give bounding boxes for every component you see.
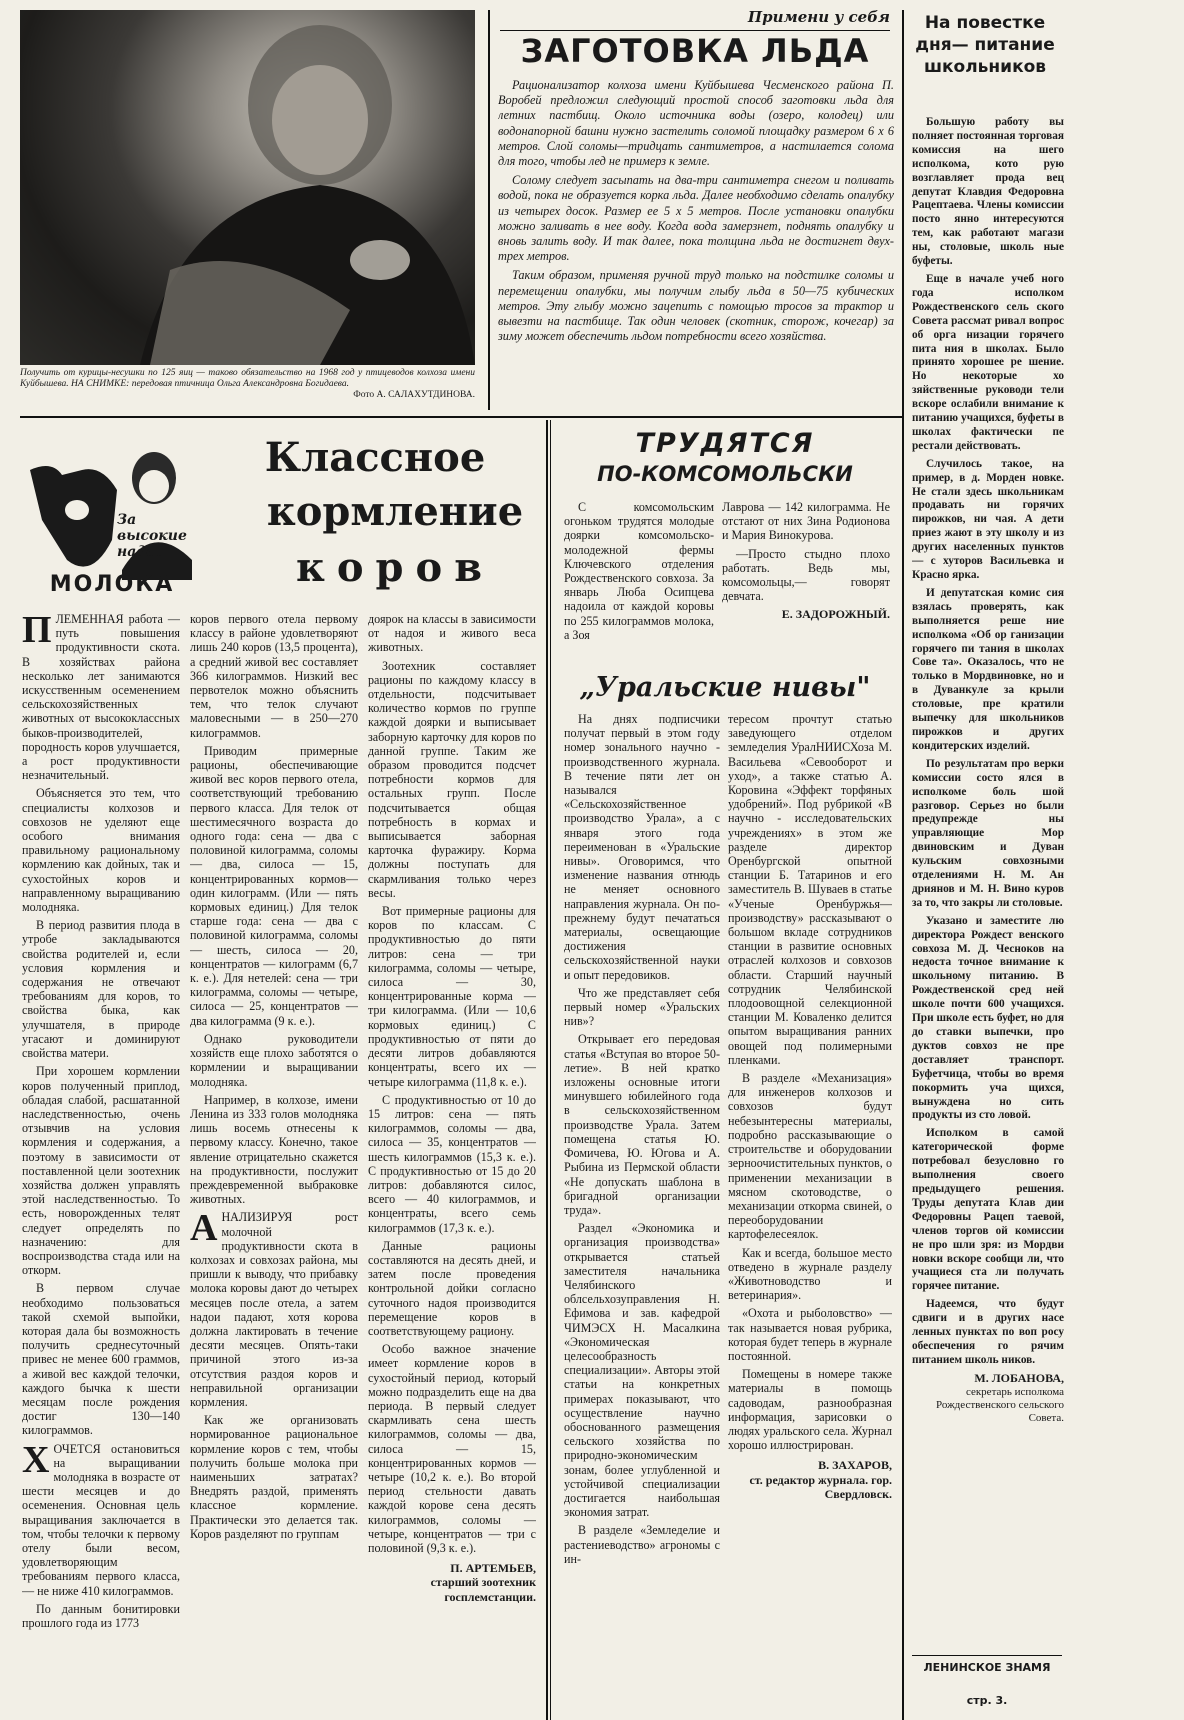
cows-paragraph: Особо важное значение имеет кормление коров в сухостойный период, который можно подразделить еще на два периода. В первый следует скармливать сена шесть килограммов, соломы — два, силоса — 15, концентрированных кормов — четыре (10,2 к. е.). Во второй период стельности давать каждой корове сена десять килограммов, соломы — четыре, концентратов — три с половиной (9,3 к. е.). xyxy=(368,1342,536,1555)
cows-paragraph xyxy=(22,1438,180,1598)
milk-logo xyxy=(22,430,202,600)
cows-paragraph: Как же организовать нормированное рациональное кормление коров с тем, чтобы получить больше молока при наименьших затратах? Внедрять раздой, применять классное кормление. Практически это делается так. Коров разделяют по группам xyxy=(190,1413,358,1541)
komsomol-paragraph: —Просто стыдно плохо работать. Ведь мы, комсомольцы,— говорят девчата. xyxy=(722,546,890,604)
photo-caption xyxy=(20,368,475,414)
ural-paragraph: В разделе «Земледелие и растениеводство» агрономы с ин- xyxy=(564,1523,720,1566)
cows-paragraph: При хорошем кормлении коров полученный приплод, обладая слабой, расшатанной наследственностью, очень отзывчив на условия кормления и содержания, а поэтому в зависимости от поставленной цели зоотехник хозяйства должен управлять этой наследственностью. То есть, новорожденных телят следует определять по назначению: для воспроизводства стада или на откорм. xyxy=(22,1064,180,1278)
cows-paragraph: По данным бонитировки прошлого года из 1773 xyxy=(22,1601,180,1631)
cows-paragraph: коров первого отела первому классу в районе удовлетворяют лишь 240 коров (13,5 процента), а средний живой вес составляет 366 килограммов. Низкий вес первотелок можно объяснить тем, что телок случают маловесными — в 250—270 килограммов. xyxy=(190,612,358,740)
cows-title-line: коров xyxy=(295,544,494,591)
cows-signature: П. АРТЕМЬЕВ, xyxy=(450,1561,536,1576)
school-signature-role: секретарь исполкома Рождественского сельского Совета. xyxy=(936,1385,1064,1424)
cows-paragraph xyxy=(22,612,180,782)
school-paragraph: Большую работу вы полняет постоянная торговая комиссия на шего исполкома, кото рую возглавляет прода вец депутат Клавдия Федоровна Рацептаева. Члены комиссии посто янно интересуются тем, как работают магази ны, столовые, школь ные буфеты. xyxy=(912,116,1064,268)
logo-milk: МОЛОКА xyxy=(49,572,175,597)
cows-paragraph: В первом случае необходимо пользоваться такой схемой выпойки, которая дала бы возможность получить среднесуточный привес не менее 600 граммов, а живой вес каждой телочки, каждого бычка к шести месяцам после рождения достиг 130—140 килограммов. xyxy=(22,1281,180,1438)
cows-paragraph: Данные рационы составляются на десять дней, и затем после проведения контрольной дойки согласно суточного надоя производится перемещение коров в соответствующему рациону. xyxy=(368,1238,536,1338)
cows-paragraph: С продуктивностью от 10 до 15 литров: сена — пять килограммов, соломы — два, силоса — 35, концентратов — шесть килограммов (15,3 к. е.). С продуктивностью от 15 до 20 литров: добавляются силос, всего — 40 килограммов, и концентраты, всего семь килограммов (17,3 к. е.). xyxy=(368,1092,536,1235)
ural-col-2 xyxy=(728,712,892,1712)
school-paragraph: Указано и заместите лю директора Рождест венского совхоза М. Д. Чесноков на недоста точное внимание к школьному питанию. В Рождественской сред ней школе почти 600 учащихся. При школе есть буфет, но для до ставки выпечки, про дуктов совхоз не пре доставляет транспорт. Буфетчица, чтобы во время покормить уча щихся, вынуждена но сить продукты из сто ловой. xyxy=(912,914,1064,1122)
poultry-worker-photo xyxy=(20,10,475,365)
school-paragraph: Исполком в самой категорической форме потребовал безусловно го выполнения своего предыдущего решения. Труды депутата Клав дии Федоровны Рацеп таевой, членов торгов ой комиссии не про шли зря: из Мордви новки вскоре сообщи ли, что учащиеся ста ли получать горячее питание. xyxy=(912,1127,1064,1293)
cows-paragraph: Вот примерные рационы для коров по классам. С продуктивностью до пяти литров: сена — три килограмма, соломы — четыре, силоса — 30, концентрированные корма — три килограмма. (Или — 10,6 кормовых единиц.) С продуктивностью от пяти до десяти литров добавляются концентраты, всего их — четыре килограмма (11,8 к. е.). xyxy=(368,904,536,1089)
cows-text: НАЛИЗИРУЯ рост молочной продуктивности скота в колхозах и совхозах района, мы пришли к выводу, что прибавку молока коровы дают до четырех месяцев после отела, а затем надои падают, хотя корова должна лактировать в течение десяти месяцев. Опять-таки причиной этого из-за отсутствия раздоя коров и неправильной организации кормления. xyxy=(190,1210,358,1409)
dropcap: П xyxy=(22,612,52,651)
cows-signature-role: старший зоотехник госплемстанции. xyxy=(430,1575,536,1604)
ice-paragraph: Солому следует засыпать на два-три сантиметра снегом и поливать водой, пока не образуется корка льда. Далее необходимо сделать опалубку из четырех досок. Размер ее 5 х 5 метров. После установки опалубки можно заливать в нее воду. Когда вода замерзнет, поднять опалубку и вновь залить воду. И так далее, пока толщина льда не достигнет двух-трех метров. xyxy=(498,173,894,264)
cows-title xyxy=(210,432,540,610)
ural-paragraph: В разделе «Механизация» для инженеров колхозов и совхозов будут небезынтересны материалы, подробно рассказывающие о строительстве и оборудовании зерноочистительных пунктов, о применении механизации в мясном скотоводстве, о механизации откорма свиней, о переоборудовании картофелесеялок. xyxy=(728,1071,892,1242)
caption-text-2: НА СНИМКЕ: передовая птичница Ольга Александровна Богидаева. xyxy=(71,379,349,389)
school-paragraph: И депутатская комис сия взялась проверять, как выполняется реше ние исполкома «Об ор ганизации горячего пи тания в школах Сове та». Оказалось, что не только в Мордвиновке, но и в Дуванкуле за крыли столовые, пре кратили выпечку для школьников пирожков и других кондитерских изделий. xyxy=(912,586,1064,752)
school-title: На повестке дня— питание школьников xyxy=(915,13,1055,77)
cows-text: ОЧЕТСЯ остановиться на выращивании молодняка в возрасте от шести месяцев и до осеменения. Основная цель выращивания заключается в том, чтобы телочки к первому отелу были весом, удовлетворяющим требованиям первого класса, — не ниже 410 килограммов. xyxy=(22,1441,180,1598)
komsomol-paragraph: С комсомольским огоньком трудятся молодые доярки комсомольско-молодежной фермы Ключевского отделения Рождественского совхоза. За январь Люба Осипцева надоила от каждой коровы по 255 килограммов молока, а Зоя xyxy=(564,500,714,642)
divider xyxy=(500,30,890,31)
ice-paragraph: Рационализатор колхоза имени Куйбышева Чесменского района П. Воробей предложил следующий простой способ заготовки льда для летних пастбищ. Около источника воды (озеро, колодец) или водонапорной башни нужно застелить соломой площадку размером 6 х 6 метров. Слой соломы—тридцать сантиметров, а настилается солома для того, чтобы лед не примерз к земле. xyxy=(498,78,894,169)
divider xyxy=(546,420,548,1720)
komsomol-title xyxy=(560,428,890,494)
dropcap: Х xyxy=(22,1438,50,1481)
divider xyxy=(20,416,902,418)
photo-silhouette xyxy=(20,10,475,365)
ice-title: ЗАГОТОВКА ЛЬДА xyxy=(520,32,870,70)
school-paragraph: Надеемся, что будут сдвиги и в других насе ленных пунктах по воп росу обеспечения го рячим питанием школь ников. xyxy=(912,1298,1064,1366)
divider xyxy=(488,10,490,410)
dropcap: А xyxy=(190,1207,218,1250)
komsomol-title-line: ПО-КОМСОМОЛЬСКИ xyxy=(597,462,853,486)
cows-paragraph: В период развития плода в утробе закладываются свойства родителей и, если условия кормления и содержания не отвечают требованиям для коров, то свойства быка, как улучшателя, в природе угасают и доминируют свойства матери. xyxy=(22,918,180,1061)
ural-paragraph: тересом прочтут статью заведующего отделом земледелия УралНИИСХоза М. Васильева «Севооборот и уход», а также статью А. Коровина «Эффект торфяных удобрений». Под рубрикой «В научно - исследовательских учреждениях» в этом же разделе директор Оренбургской опытной станции Б. Татаринов и его заместитель В. Шуваев в статье «Ученые Оренбуржья—производству» рассказывают о большом вкладе сотрудников станции в развитие основных отраслей колхозов и совхозов области. Старший научный сотрудник Челябинской плодоовощной селекционной станции М. Коваленко делится опытом выращивания ранних овощей под полимерными пленками. xyxy=(728,712,892,1067)
cows-paragraph: Объясняется это тем, что специалисты колхозов и совхозов не уделяют еще особого внимания правильному рациональному кормлению как дойных, так и сухостойных коров и направленному выращиванию молодняка. xyxy=(22,786,180,915)
komsomol-title-line: ТРУДЯТСЯ xyxy=(635,428,815,459)
photo-credit: Фото А. САЛАХУТДИНОВА. xyxy=(353,390,475,400)
cows-paragraph: Зоотехник составляет рационы по каждому классу в отдельности, подсчитывает количество кормов по группе каждой доярки и выписывает заборную карточку для коров по данной группе. Таким же образом проводится подсчет потребности кормов для остальных групп. После подсчитывается общая потребность в кормах и выписывается заборная карточка фуражиру. Корма должны поступать для скармливания только через весы. xyxy=(368,658,536,900)
cows-title-line: Классное xyxy=(264,434,486,481)
ural-paragraph: Помещены в номере также материалы в помощь садоводам, разнообразная информация, зарисовки о людях уральского села. Журнал хорошо иллюстрирован. xyxy=(728,1367,892,1453)
divider xyxy=(902,10,904,1720)
divider xyxy=(550,420,551,1720)
school-body xyxy=(912,116,1064,1616)
school-signature: М. ЛОБАНОВА, xyxy=(974,1370,1064,1385)
cows-col-3 xyxy=(368,612,536,1712)
ural-signature: В. ЗАХАРОВ, xyxy=(818,1458,892,1473)
komsomol-col-2 xyxy=(722,500,890,670)
cows-paragraph: Например, в колхозе, имени Ленина из 333 голов молодняка лишь восемь отнесены к первому классу. Конечно, такое явление отрицательно скажется на продуктивности, послужит преждевременной выбраковке животных. xyxy=(190,1092,358,1207)
ural-title: „Уральские нивы" xyxy=(579,672,871,703)
cows-text: ЛЕМЕННАЯ работа — путь повышения продуктивности скота. В хозяйствах района несколько лет занимаются искусственным осеменением сельскохозяйственных животных от высококлассных быков-производителей, породность коров улучшается, а рост продуктивности незначительный. xyxy=(22,612,180,783)
school-paragraph: Еще в начале учеб ного года исполком Рождественского сель ского Совета рассмат ривал вопрос об орга низации горячего пита ния в школах. Было принято хорошее ре шение. Но некоторые хо зяйственные руководи тели вскоре ослабили внимание к питанию учащихся, буфеты в школах фактически пе рестали действовать. xyxy=(912,272,1064,452)
ice-rubric: Примени у себя xyxy=(747,8,890,26)
ural-paragraph: Как и всегда, большое место отведено в журнале разделу «Животноводство и ветеринария». xyxy=(728,1245,892,1303)
cows-title-line: кормление xyxy=(266,488,524,535)
page-number: стр. 3. xyxy=(966,1694,1008,1707)
ural-paragraph: Что же представляет себя первый номер «Уральских нив»? xyxy=(564,985,720,1029)
komsomol-col-1 xyxy=(564,500,714,670)
komsomol-signature: Е. ЗАДОРОЖНЫЙ. xyxy=(781,607,890,622)
ural-signature-role: ст. редактор журнала. гор. Свердловск. xyxy=(749,1472,892,1501)
ural-col-1 xyxy=(564,712,720,1712)
ural-paragraph: На днях подписчики получат первый в этом году номер зонального научно - производственного журнала. В течение пяти лет он назывался «Сельскохозяйственное производство Урала», а с января этого года переименован в «Уральские нивы». Оговоримся, что изменение названия отнюдь не меняет основного направления журнала. Он по-прежнему будут печататься материалы, освещающие достижения сельскохозяйственной науки и опыт передовиков. xyxy=(564,712,720,982)
newspaper-name: ЛЕНИНСКОЕ ЗНАМЯ xyxy=(923,1661,1051,1674)
cows-paragraph: доярок на классы в зависимости от надоя и живого веса животных. xyxy=(368,612,536,655)
ural-paragraph: Открывает его передовая статья «Вступая во второе 50-летие». В ней кратко изложены основные итоги минувшего юбилейного года в сельскохозяйственном производстве Урала. Затем помещена статья Ю. Фомичева, Ю. Югова и А. Рыбина из Пермской области «Не допускать шаблона в бригадной организации труда». xyxy=(564,1032,720,1217)
ural-paragraph: «Охота и рыболовство» — так называется новая рубрика, которая будет теперь в журнале постоянной. xyxy=(728,1306,892,1363)
cows-paragraph: Однако руководители хозяйств еще плохо заботятся о кормлении и выращивании молодняка. xyxy=(190,1031,358,1089)
logo-slogan: За высокие надои xyxy=(117,512,187,560)
school-paragraph: Случилось такое, на пример, в д. Морден новке. Не стали здесь школьникам продавать ни горячих пирожков, ни чая. А дети приез жают в эту школу и из других населенных пунктов — с хуторов Васильевка и Красно ярка. xyxy=(912,457,1064,581)
komsomol-paragraph: Лаврова — 142 килограмма. Не отстают от них Зина Родионова и Мария Винокурова. xyxy=(722,500,890,543)
divider xyxy=(912,1655,1062,1656)
ice-paragraph: Таким образом, применяя ручной труд только на подстилке соломы и перемещении опалубки, мы получим глыбу льда в 50—75 кубических метров. Эту глыбу можно зацепить с помощью тросов за трактор и вывезти на пастбище. Так один человек (скотник, сторож, кочегар) за зиму может обеспечить льдом потребности всего хозяйства. xyxy=(498,268,894,344)
ice-body xyxy=(498,78,894,410)
school-paragraph: По результатам про верки комиссии состо ялся в исполкоме боль шой разговор. Серьез но были предупрежде ны управляющие Мор двиновским и Дуван кульским совхозными отделениями Н. М. Ан дриянов и М. Н. Вино куров за то, что закры ли столовые. xyxy=(912,757,1064,909)
cows-paragraph xyxy=(190,1207,358,1409)
cows-col-2 xyxy=(190,612,358,1712)
cows-paragraph: Приводим примерные рационы, обеспечивающие живой вес коров первого отела, соответствующий требованию первого класса. Для телок от шестимесячного возраста до одного года: сена — два с половиной килограмма, соломы — два, силоса — 15, концентрированных кормов—один килограмм. (Или — пять кормовых единиц.) Для телок старше года: сена — два с половиной килограмма, соломы — шесть, силоса — 20, концентратов — килограмм (6,7 к. е.). Для нетелей: сена — три килограмма, соломы — четыре, силоса — 25, концентратов — два килограмма (9 к. е.). xyxy=(190,743,358,1028)
cows-col-1 xyxy=(22,612,180,1712)
caption-text: Получить от курицы-несушки по 125 яиц — таково обязательство на 1968 год у птицеводов колхоза имени Куйбышева. xyxy=(20,368,475,389)
ural-paragraph: Раздел «Экономика и организация производства» открывается статьей заместителя начальника Челябинского облсельхозуправления Н. Ефимова и зав. кафедрой ЧИМЭСХ Н. Масалкина «Экономическая целесообразность специализации». Авторы этой статьи на конкретных примерах показывают, что осуществление научно обоснованного размещения сельского хозяйства по природно-экономическим зонам, более углубленной и устойчивой специализации достигается наибольшая экономия затрат. xyxy=(564,1221,720,1520)
